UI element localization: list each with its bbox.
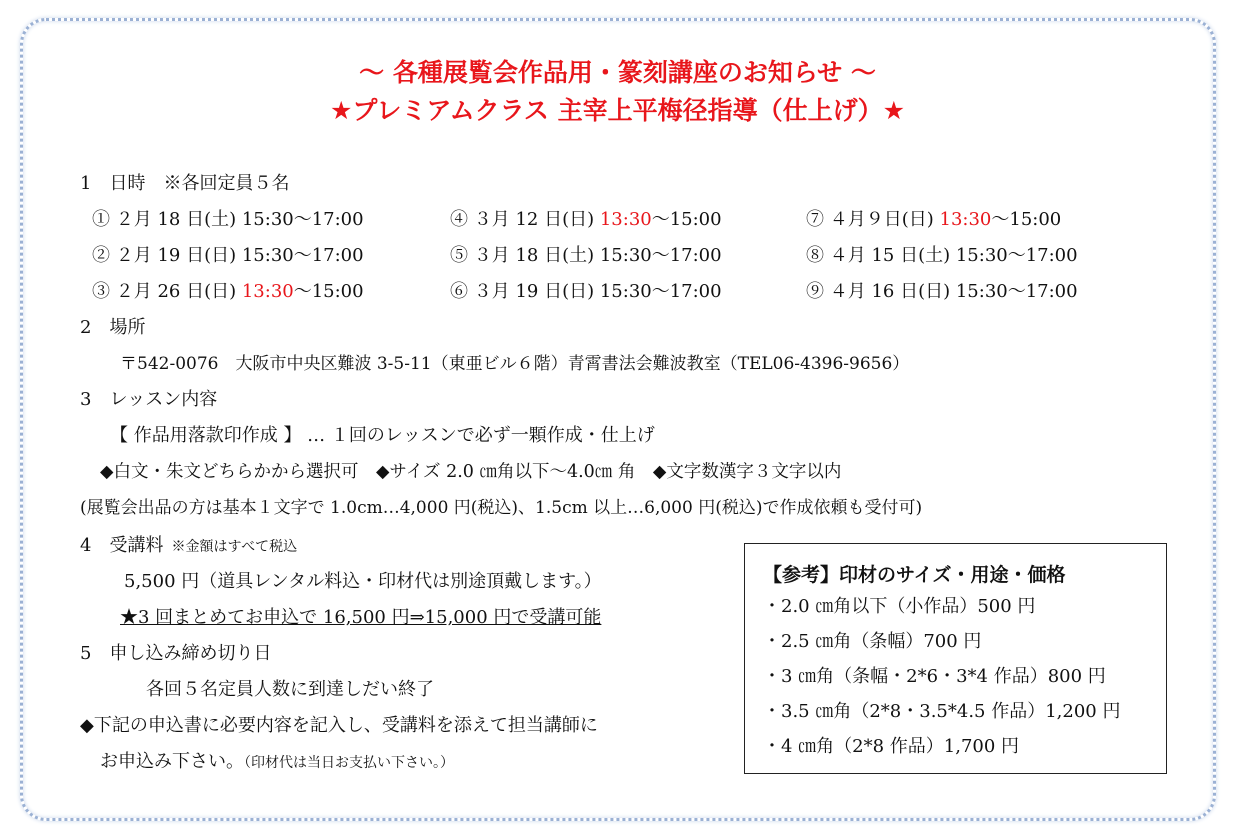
section-5-heading: 5 申し込み締め切り日 — [80, 643, 272, 664]
reference-box — [744, 543, 1167, 774]
reference-heading: 【参考】印材のサイズ・用途・価格 — [763, 564, 1066, 586]
apply-instruction-2: お申込み下さい。（印材代は当日お支払い下さい。） — [100, 751, 454, 772]
lesson-title: 【 作品用落款印作成 】 … １回のレッスンで必ず一顆作成・仕上げ — [110, 425, 655, 446]
deadline-text: 各回５名定員人数に到達しだい終了 — [146, 679, 434, 700]
fee-text: 5,500 円（道具レンタル料込・印材代は別途頂戴します。） — [124, 571, 602, 592]
tax-note: ※金額はすべて税込 — [171, 539, 298, 555]
session-2: ② ２月 19 日(日) 15:30～17:00 — [92, 245, 364, 266]
session-1: ① ２月 18 日(土) 15:30～17:00 — [92, 209, 364, 230]
session-4: ④ ３月 12 日(日) 13:30～15:00 — [450, 209, 722, 230]
section-2-heading: 2 場所 — [80, 317, 146, 338]
bundle-offer: ★3 回まとめてお申込で 16,500 円⇒15,000 円で受講可能 — [120, 607, 602, 628]
notice-subtitle: ★プレミアムクラス 主宰上平梅径指導（仕上げ）★ — [329, 96, 906, 125]
apply-instruction: ◆下記の申込書に必要内容を記入し、受講料を添えて担当講師に — [80, 715, 598, 736]
session-3: ③ ２月 26 日(日) 13:30～15:00 — [92, 281, 364, 302]
section-1-heading: 1 日時 ※各回定員５名 — [80, 173, 290, 194]
reference-item: ・2.5 ㎝角（条幅）700 円 — [763, 631, 982, 652]
session-9: ⑨ ４月 16 日(日) 15:30～17:00 — [806, 281, 1078, 302]
session-5: ⑤ ３月 18 日(土) 15:30～17:00 — [450, 245, 722, 266]
notice-title: ～ 各種展覧会作品用・篆刻講座のお知らせ ～ — [359, 58, 876, 87]
lesson-options: ◆白文・朱文どちらかから選択可 ◆サイズ 2.0 ㎝角以下～4.0㎝ 角 ◆文字数漢字３文字以内 — [100, 462, 842, 482]
material-payment-note: （印材代は当日お支払い下さい。） — [244, 755, 454, 771]
reference-item: ・3 ㎝角（条幅・2*6・3*4 作品）800 円 — [763, 666, 1106, 687]
venue-address: 〒542-0076 大阪市中央区難波 3-5-11（東亜ビル６階）青霄書法会難波教室（TEL06-4396-9656） — [120, 354, 910, 374]
reference-item: ・2.0 ㎝角以下（小作品）500 円 — [763, 596, 1036, 617]
session-7: ⑦ ４月９日(日) 13:30～15:00 — [806, 209, 1062, 230]
session-8: ⑧ ４月 15 日(土) 15:30～17:00 — [806, 245, 1078, 266]
lesson-note: (展覧会出品の方は基本１文字で 1.0cm…4,000 円(税込)、1.5cm 以上…6,000 円(税込)で作成依頼も受付可) — [80, 498, 923, 518]
section-4-heading: 4 受講料 ※金額はすべて税込 — [80, 535, 298, 556]
session-6: ⑥ ３月 19 日(日) 15:30～17:00 — [450, 281, 722, 302]
section-3-heading: 3 レッスン内容 — [80, 389, 218, 410]
reference-item: ・3.5 ㎝角（2*8・3.5*4.5 作品）1,200 円 — [763, 701, 1121, 722]
reference-item: ・4 ㎝角（2*8 作品）1,700 円 — [763, 736, 1020, 757]
